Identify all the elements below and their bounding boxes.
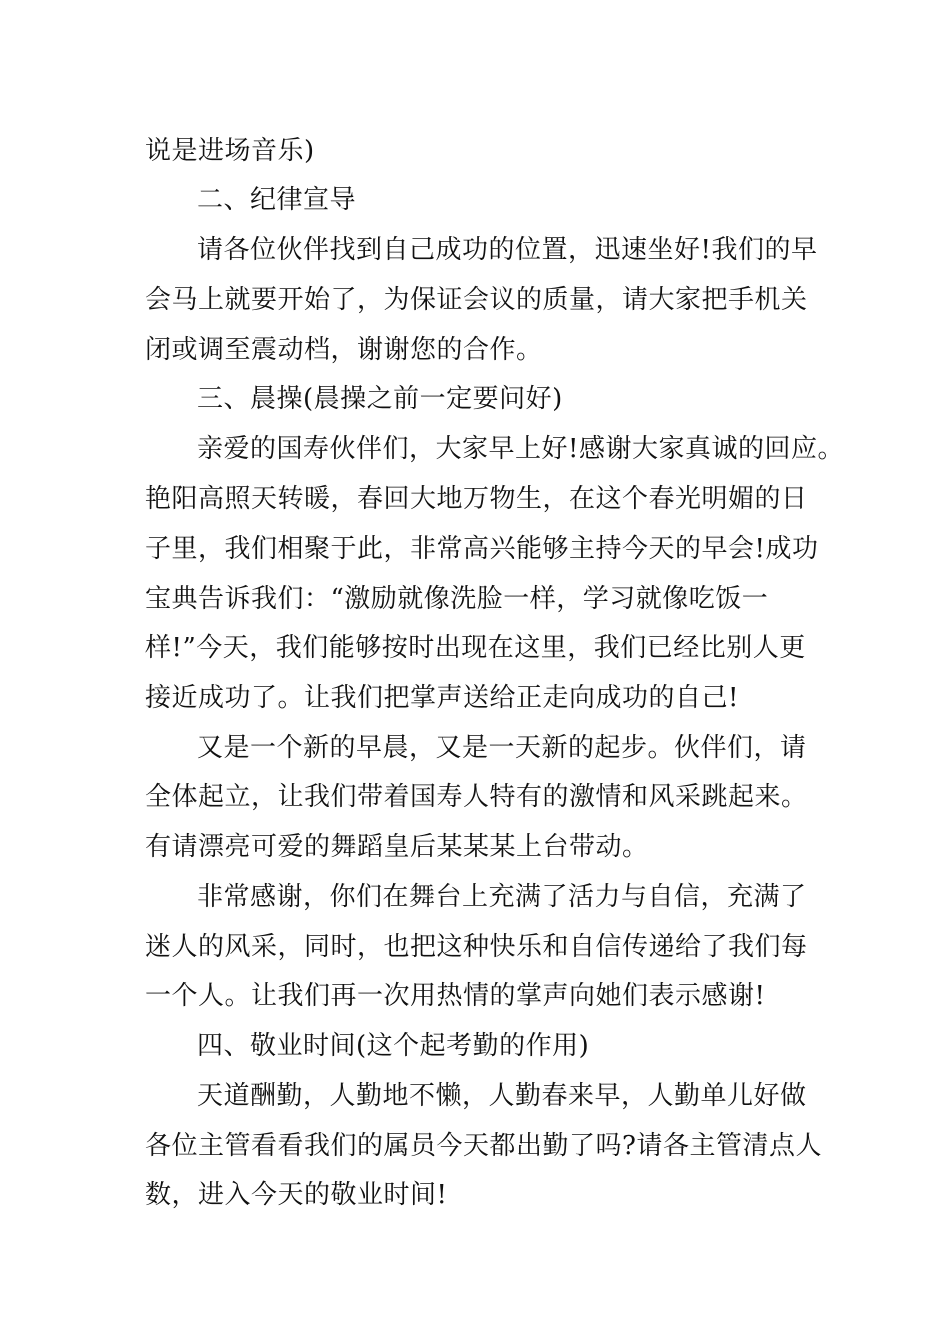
text-line: 说是进场音乐) <box>145 136 315 166</box>
text-line: 非常感谢，你们在舞台上充满了活力与自信，充满了 <box>197 882 807 912</box>
text-line: 全体起立，让我们带着国寿人特有的激情和风采跳起来。 <box>145 782 808 812</box>
text-line: 天道酬勤，人勤地不懒，人勤春来早，人勤单儿好做 <box>197 1081 807 1111</box>
text-line: 一个人。让我们再一次用热情的掌声向她们表示感谢! <box>145 981 766 1011</box>
text-line: 宝典告诉我们：“激励就像洗脸一样，学习就像吃饭一 <box>145 584 769 614</box>
section-heading: 二、纪律宣导 <box>197 185 357 215</box>
text-line: 又是一个新的早晨，又是一天新的起步。伙伴们，请 <box>197 733 807 763</box>
text-line: 有请漂亮可爱的舞蹈皇后某某某上台带动。 <box>145 832 649 862</box>
text-line: 样!”今天，我们能够按时出现在这里，我们已经比别人更 <box>145 633 806 663</box>
text-line: 请各位伙伴找到自己成功的位置，迅速坐好!我们的早 <box>197 235 818 265</box>
text-line: 迷人的风采，同时，也把这种快乐和自信传递给了我们每 <box>145 932 808 962</box>
text-line: 接近成功了。让我们把掌声送给正走向成功的自己! <box>145 683 739 713</box>
text-line: 各位主管看看我们的属员今天都出勤了吗?请各主管清点人 <box>145 1131 822 1161</box>
text-line: 闭或调至震动档，谢谢您的合作。 <box>145 335 543 365</box>
text-line: 亲爱的国寿伙伴们，大家早上好!感谢大家真诚的回应。 <box>197 434 844 464</box>
text-line: 数，进入今天的敬业时间! <box>145 1180 448 1210</box>
section-heading: 四、敬业时间(这个起考勤的作用) <box>197 1031 590 1061</box>
text-line: 艳阳高照天转暖，春回大地万物生，在这个春光明媚的日 <box>145 484 808 514</box>
text-line: 会马上就要开始了，为保证会议的质量，请大家把手机关 <box>145 285 808 315</box>
section-heading: 三、晨操(晨操之前一定要问好) <box>197 384 563 414</box>
text-line: 子里，我们相聚于此，非常高兴能够主持今天的早会!成功 <box>145 534 819 564</box>
